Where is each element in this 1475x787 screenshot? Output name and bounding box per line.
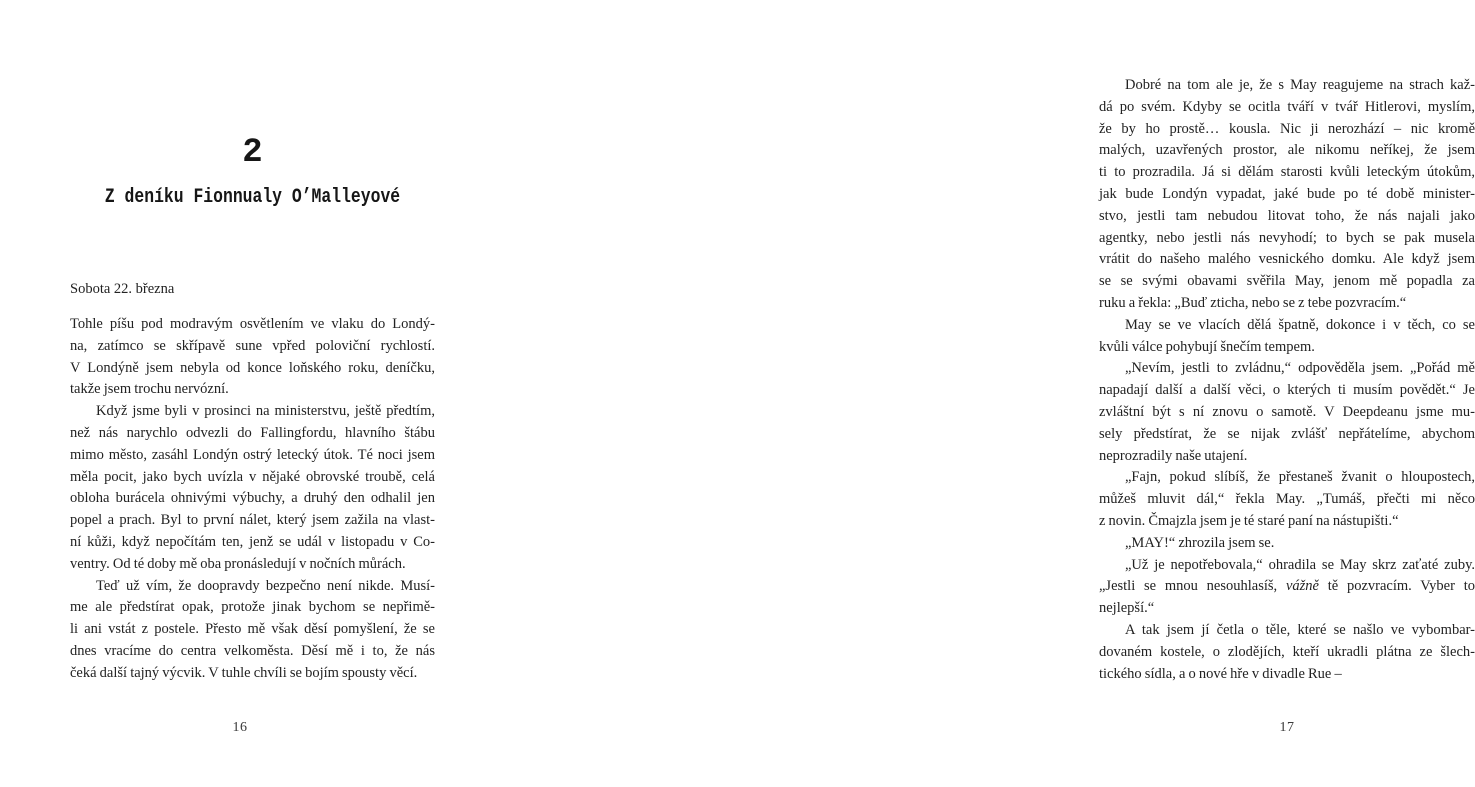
text-line: na, zatímco se skřípavě sune vpřed poloviční rychlostí. — [70, 337, 435, 354]
paragraph — [1099, 620, 1475, 685]
text-line: neprozradily naše utajení. — [1099, 447, 1248, 464]
paragraph — [1099, 358, 1475, 467]
paragraph — [70, 576, 435, 685]
text-line: kvůli válce pohybují šnečím tempem. — [1099, 338, 1315, 355]
right-page-body — [1099, 75, 1475, 685]
text-line: Dobré na tom ale je, že s May reagujeme na strach kaž- — [1125, 77, 1475, 93]
text-line: měla pocit, jako bych uvízla v nějaké obrovské troubě, celá — [70, 468, 435, 485]
text-line: me ale předstírat opak, protože jinak bychom se nepřimě- — [70, 599, 435, 616]
text-line: Když jsme byli v prosinci na ministerstvu, ještě předtím, — [96, 403, 435, 420]
text-line: takže jsem trochu nervózní. — [70, 381, 229, 398]
page-number-right: 17 — [1279, 720, 1295, 735]
text-line: ruku a řekla: „Buď zticha, nebo se z tebe pozvracím.“ — [1099, 294, 1407, 311]
text-line: popel a prach. Byl to první nálet, který jsem zažila na vlast- — [70, 512, 435, 529]
paragraph — [1099, 75, 1475, 315]
text-line: li ani vstát z postele. Přesto mě však děsí pomyšlení, že se — [70, 621, 435, 638]
text-line: sely předstírat, že se nijak zvlášť nepřátelíme, abychom — [1099, 425, 1475, 442]
text-line: než nás narychlo odvezli do Fallingfordu, hlavního štábu — [70, 424, 435, 441]
text-line: mimo město, zasáhl Londýn ostrý letecký útok. Té noci jsem — [70, 446, 435, 463]
text-line: ventry. Od té doby mě oba pronásledují v nočních můrách. — [70, 555, 406, 572]
text-line: May se ve vlacích dělá špatně, dokonce i v těch, co se — [1125, 316, 1475, 333]
text-line: stvo, jestli tam nebudou litovat toho, že nás najali jako — [1099, 207, 1475, 224]
text-line: dnes vracíme do centra velkoměsta. Děsí mě i to, že nás — [70, 642, 435, 659]
text-line: dá po svém. Kdyby se ocitla tváří v tvář Hitlerovi, myslím, — [1099, 98, 1475, 115]
paragraph — [1099, 533, 1475, 555]
text-line: malých, uzavřených prostor, ale nikomu neříkej, že jsem — [1099, 142, 1475, 159]
text-line: V Londýně jsem nebyla od konce loňského roku, deníčku, — [70, 359, 435, 376]
text-line: že by ho prostě… kousla. Nic ji nerozhází – nic kromě — [1099, 120, 1475, 137]
paragraph — [1099, 467, 1475, 532]
text-line: agentky, nebo jestli nás nevyhodí; to bych se pak musela — [1099, 229, 1475, 246]
text-line: „Nevím, jestli to zvládnu,“ odpověděla jsem. „Pořád mě — [1125, 360, 1475, 377]
text-line: „Jestli se mnou nesouhlasíš, vážně tě pozvracím. Vyber to — [1099, 578, 1475, 595]
text-line: z novin. Čmajzla jsem je té staré paní na nástupišti.“ — [1099, 512, 1399, 529]
text-line: A tak jsem jí četla o těle, které se našlo ve vybombar- — [1125, 621, 1475, 638]
text-line: nejlepší.“ — [1099, 600, 1155, 617]
page-left — [0, 0, 512, 787]
page-right — [512, 0, 1475, 787]
text-line: „MAY!“ zhrozila jsem se. — [1125, 534, 1275, 551]
text-line: ní kůži, když nepočítám ten, jenž se udál v listopadu v Co- — [70, 533, 435, 550]
text-line: „Fajn, pokud slíbíš, že přestaneš žvanit o hloupostech, — [1125, 469, 1475, 486]
text-line: jak bude Londýn vypadat, jaké bude po té době minister- — [1099, 185, 1475, 202]
text-line: dovaném kostele, o zlodějích, kteří ukradli plátna ze šlech- — [1099, 643, 1475, 660]
text-line: čeká další tajný výcvik. V tuhle chvíli se bojím spousty věcí. — [70, 664, 418, 681]
text-line: Teď už vím, že doopravdy bezpečno není nikde. Musí- — [96, 577, 435, 594]
text-line: „Už je nepotřebovala,“ ohradila se May skrz zaťaté zuby. — [1125, 556, 1475, 573]
left-page-body — [70, 314, 435, 685]
text-line: ti to prozradila. Já si dělám starosti kvůli leteckým útokům, — [1099, 164, 1475, 181]
paragraph — [70, 401, 435, 575]
text-line: obloha burácela ohnivými výbuchy, a druhý den odhalil jen — [70, 490, 435, 507]
paragraph — [70, 314, 435, 401]
paragraph — [1099, 315, 1475, 359]
paragraph — [1099, 555, 1475, 620]
date-heading: Sobota 22. března — [70, 281, 175, 297]
text-line: vrátit do našeho malého vesnického domku. Ale když jsem — [1099, 251, 1475, 268]
text-line: zvláštní být s ní znovu o samotě. V Deepdeanu jsme mu- — [1099, 403, 1475, 420]
text-line: Tohle píšu pod modravým osvětlením ve vlaku do Londý- — [70, 316, 435, 332]
chapter-number: 2 — [242, 134, 263, 172]
page-number-left: 16 — [232, 720, 248, 735]
text-line: napadají další a další věci, o kterých ti musím povědět.“ Je — [1099, 382, 1475, 399]
chapter-title: Z deníku Fionnualy O’Malleyové — [104, 186, 401, 209]
text-line: tického sídla, a o nové hře v divadle Rue – — [1099, 665, 1342, 682]
text-line: můžeš mluvit dál,“ řekla May. „Tumáš, přečti mi něco — [1099, 491, 1475, 508]
text-line: se se svými obavami svěřila May, jenom mě popadla za — [1099, 273, 1475, 290]
